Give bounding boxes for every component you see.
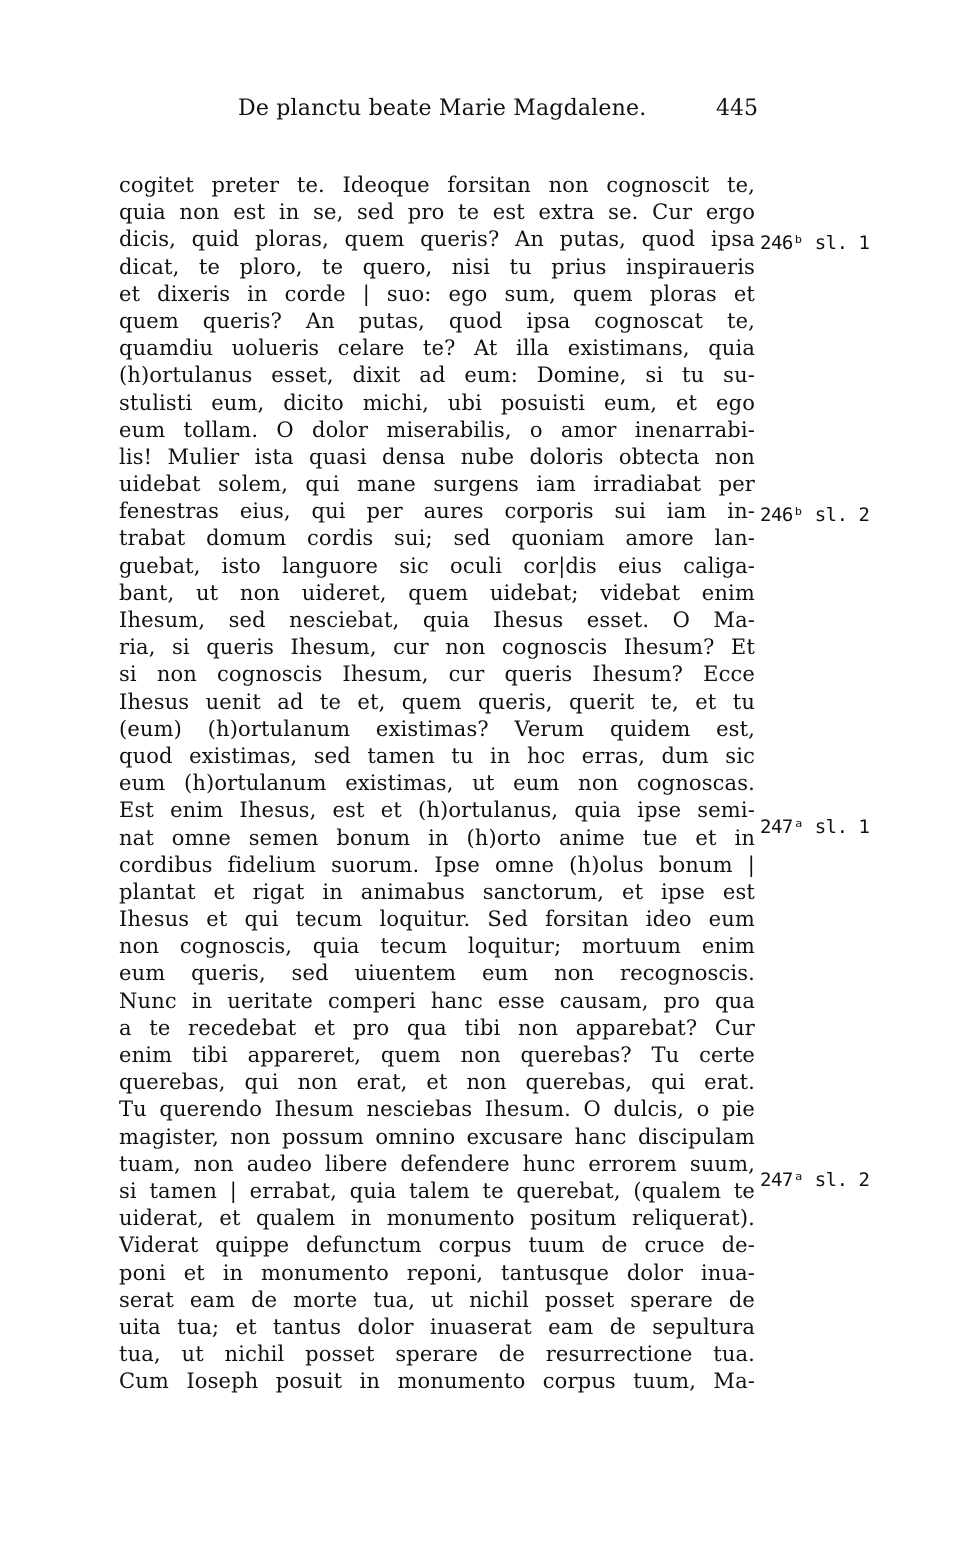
text-line: quem queris? An putas, quod ipsa cognoscat te, — [119, 308, 755, 333]
text-line: poni et in monumento reponi, tantusque dolor inua- — [119, 1260, 755, 1285]
text-line: nat omne semen bonum in (h)orto anime tue et in — [119, 825, 755, 850]
text-line: si tamen | errabat, quia talem te querebat, (qualem te — [119, 1178, 755, 1203]
text-line: Tu querendo Ihesum nesciebas Ihesum. O dulcis, o pie — [119, 1097, 755, 1122]
margin-note: 246ᵇ sl. 1 — [760, 232, 870, 254]
text-line: uiderat, et qualem in monumento positum reliquerat). — [119, 1206, 755, 1231]
text-line: eum (h)ortulanum existimas, ut eum non cognoscas. — [119, 771, 755, 796]
text-line: plantat et rigat in animabus sanctorum, et ipse est — [119, 879, 755, 904]
running-header — [238, 92, 758, 126]
text-line: trabat domum cordis sui; sed quoniam amore lan- — [119, 526, 755, 551]
running-title: De planctu beate Marie Magdalene. — [238, 96, 647, 121]
text-line: uita tua; et tantus dolor inuaserat eam de sepultura — [119, 1314, 755, 1339]
text-line: stulisti eum, dicito michi, ubi posuisti eum, et ego — [119, 390, 755, 415]
text-line: Est enim Ihesus, est et (h)ortulanus, quia ipse semi- — [119, 798, 755, 823]
text-line: bant, ut non uideret, quem uidebat; videbat enim — [119, 580, 755, 605]
text-line: eum tollam. O dolor miserabilis, o amor inenarrabi- — [119, 417, 755, 442]
text-line: si non cognoscis Ihesum, cur queris Ihesum? Ecce — [119, 662, 755, 687]
body-text — [119, 172, 755, 1395]
margin-note: 246ᵇ sl. 2 — [760, 504, 870, 526]
text-line: lis! Mulier ista quasi densa nube doloris obtecta non — [119, 444, 755, 469]
text-line: non cognoscis, quia tecum loquitur; mortuum enim — [119, 934, 755, 959]
text-line: et dixeris in corde | suo: ego sum, quem ploras et — [119, 281, 755, 306]
text-line: (h)ortulanus esset, dixit ad eum: Domine, si tu su- — [119, 363, 755, 388]
text-line: ria, si queris Ihesum, cur non cognoscis Ihesum? Et — [119, 635, 755, 660]
text-line: guebat, isto languore sic oculi cor|dis eius caliga- — [119, 553, 755, 578]
margin-note: 247ᵃ sl. 1 — [760, 816, 870, 838]
margin-note: 247ᵃ sl. 2 — [760, 1169, 870, 1191]
text-line: magister, non possum omnino excusare hanc discipulam — [119, 1124, 755, 1149]
text-line: Ihesum, sed nesciebat, quia Ihesus esset. O Ma- — [119, 608, 755, 632]
text-line: dicis, quid ploras, quem queris? An putas, quod ipsa — [119, 227, 755, 252]
text-line: tua, ut nichil posset sperare de resurrectione tua. — [119, 1342, 755, 1367]
text-line: quod existimas, sed tamen tu in hoc erras, dum sic — [119, 743, 755, 768]
text-line: fenestras eius, qui per aures corporis sui iam in- — [119, 499, 755, 524]
text-line: serat eam de morte tua, ut nichil posset sperare de — [119, 1287, 755, 1312]
text-line: quia non est in se, sed pro te est extra se. Cur ergo — [119, 200, 755, 225]
text-line: Ihesus uenit ad te et, quem queris, querit te, et tu — [119, 689, 755, 714]
text-line: (eum) (h)ortulanum existimas? Verum quidem est, — [119, 716, 755, 741]
text-line: cogitet preter te. Ideoque forsitan non cognoscit te, — [119, 173, 755, 197]
text-line: eum queris, sed uiuentem eum non recognoscis. — [119, 961, 755, 986]
text-line: enim tibi appareret, quem non querebas? Tu certe — [119, 1043, 755, 1067]
text-line: cordibus fidelium suorum. Ipse omne (h)olus bonum | — [119, 852, 755, 877]
text-line: Viderat quippe defunctum corpus tuum de cruce de- — [119, 1233, 755, 1258]
page-number: 445 — [716, 96, 758, 121]
text-line: querebas, qui non erat, et non querebas, qui erat. — [119, 1070, 755, 1095]
text-line: Cum Ioseph posuit in monumento corpus tuum, Ma- — [119, 1369, 755, 1394]
text-line: uidebat solem, qui mane surgens iam irradiabat per — [119, 472, 755, 497]
text-line: quamdiu uolueris celare te? At illa existimans, quia — [119, 336, 755, 361]
text-line: Nunc in ueritate comperi hanc esse causam, pro qua — [119, 988, 755, 1013]
text-line: a te recedebat et pro qua tibi non apparebat? Cur — [119, 1015, 755, 1040]
text-line: dicat, te ploro, te quero, nisi tu prius inspiraueris — [119, 254, 755, 279]
text-line: tuam, non audeo libere defendere hunc errorem suum, — [119, 1151, 755, 1176]
text-line: Ihesus et qui tecum loquitur. Sed forsitan ideo eum — [119, 907, 755, 932]
